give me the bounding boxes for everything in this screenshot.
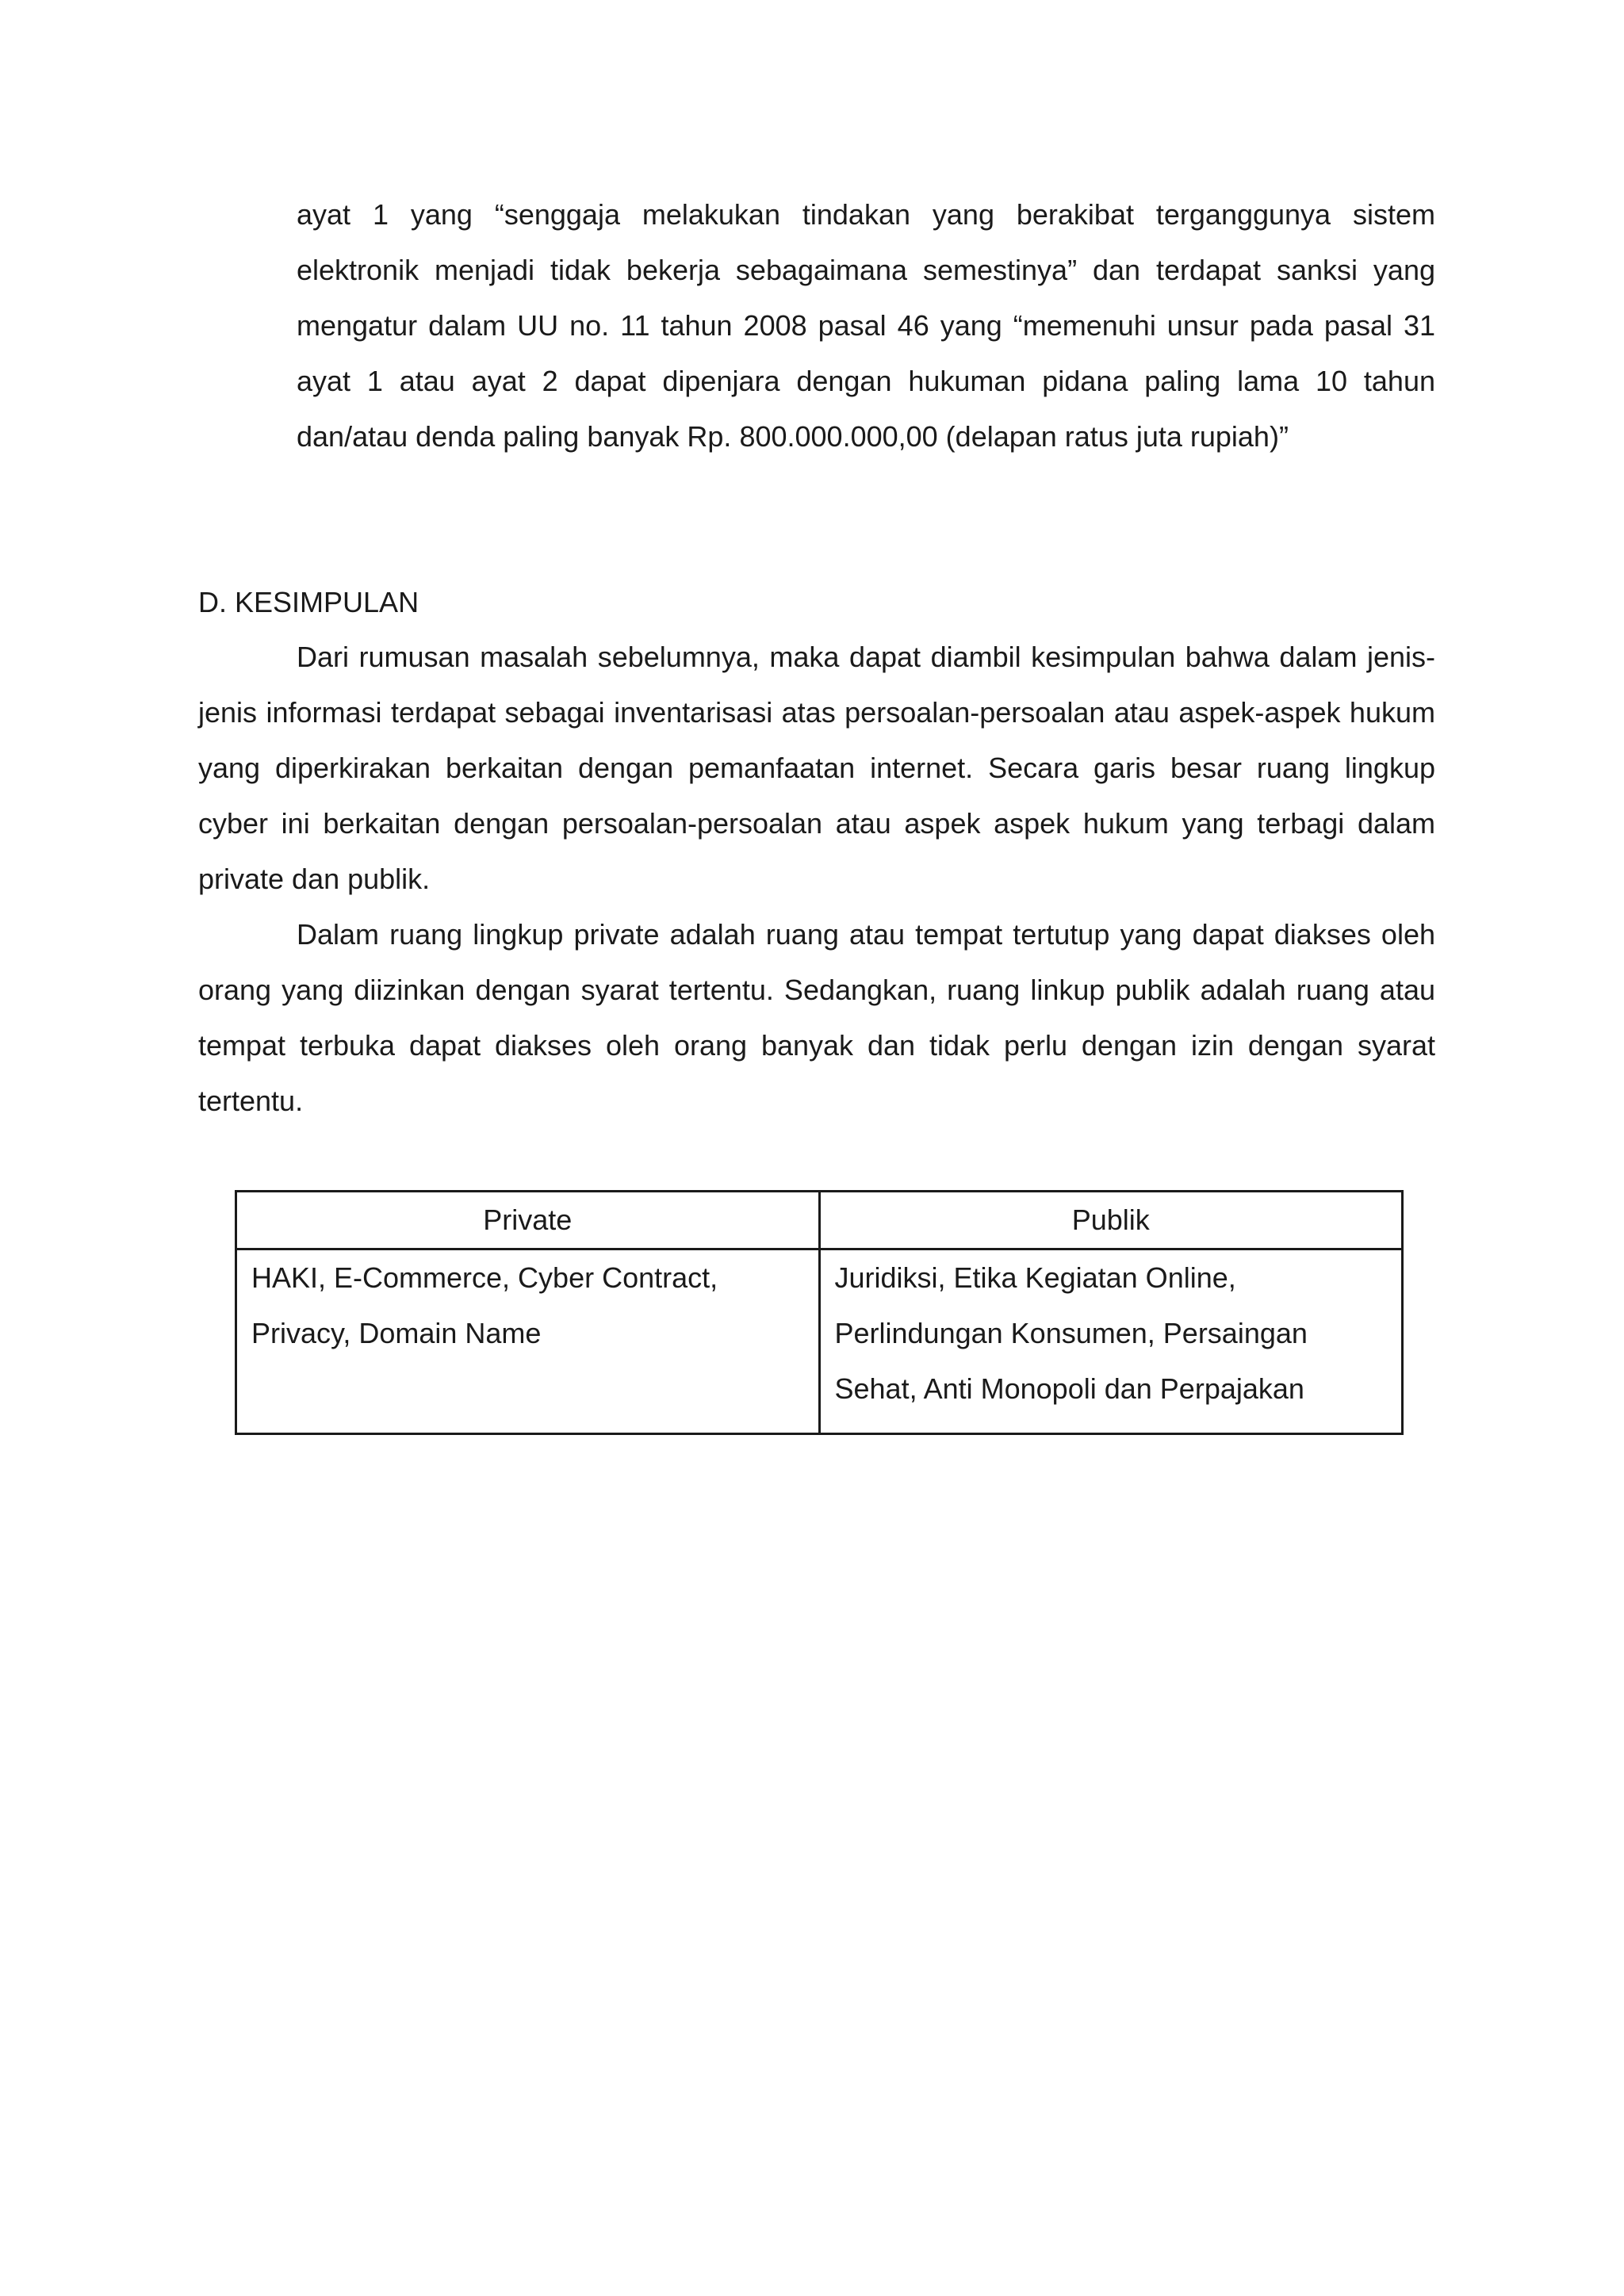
table-row: [236, 1249, 1403, 1434]
scope-table: [235, 1190, 1404, 1435]
table-cell-private: HAKI, E-Commerce, Cyber Contract, Privacy, Domain Name: [236, 1249, 820, 1434]
table-header-publik: Publik: [819, 1192, 1403, 1249]
continuation-paragraph: ayat 1 yang “senggaja melakukan tindakan yang berakibat terganggunya sistem elektronik menjadi tidak bekerja sebagaimana semestinya” dan terdapat sanksi yang mengatur dalam UU no. 11 tahun 2008 pasal 46 yang “memenuhi unsur pada pasal 31 ayat 1 atau ayat 2 dapat dipenjara dengan hukuman pidana paling lama 10 tahun dan/atau denda paling banyak Rp. 800.000.000,00 (delapan ratus juta rupiah)”: [297, 198, 1435, 453]
scope-table-container: [235, 1190, 1404, 1435]
table-header-row: [236, 1192, 1403, 1249]
table-header-private: Private: [236, 1192, 820, 1249]
conclusion-paragraph-1: Dari rumusan masalah sebelumnya, maka dapat diambil kesimpulan bahwa dalam jenis-jenis informasi terdapat sebagai inventarisasi atas persoalan-persoalan atau aspek-aspek hukum yang diperkirakan berkaitan dengan pemanfaatan internet. Secara garis besar ruang lingkup cyber ini berkaitan dengan persoalan-persoalan atau aspek aspek hukum yang terbagi dalam private dan publik.: [198, 641, 1435, 895]
section-heading: D. KESIMPULAN: [198, 586, 419, 618]
conclusion-paragraph-2: Dalam ruang lingkup private adalah ruang atau tempat tertutup yang dapat diakses oleh orang yang diizinkan dengan syarat tertentu. Sedangkan, ruang linkup publik adalah ruang atau tempat terbuka dapat diakses oleh orang banyak dan tidak perlu dengan izin dengan syarat tertentu.: [198, 918, 1435, 1117]
table-cell-publik: Juridiksi, Etika Kegiatan Online, Perlindungan Konsumen, Persaingan Sehat, Anti Monopoli dan Perpajakan: [819, 1249, 1403, 1434]
